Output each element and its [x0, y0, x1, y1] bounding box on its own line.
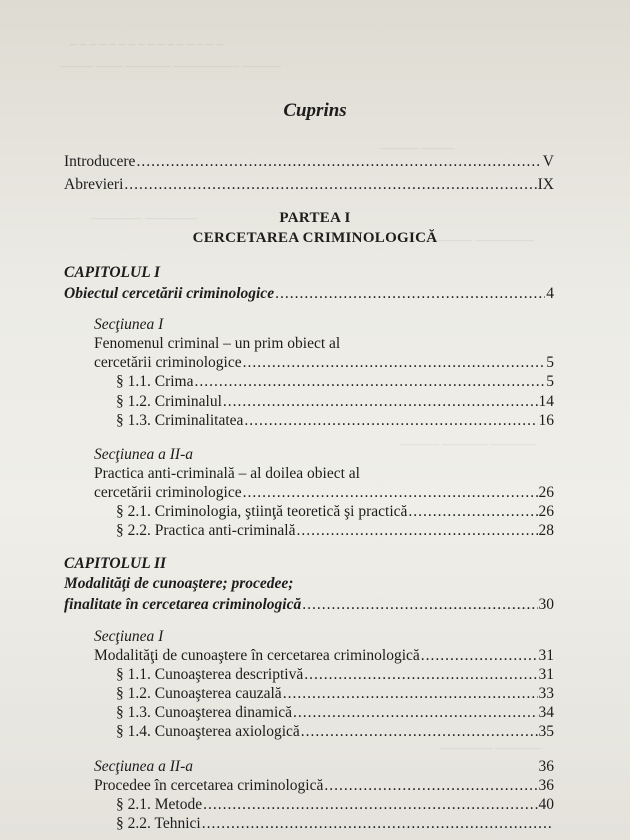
toc-entry-page: V — [542, 153, 554, 170]
dot-leader — [243, 354, 546, 372]
dot-leader — [136, 153, 541, 171]
dot-leader — [195, 373, 546, 391]
toc-entry-label: Introducere — [64, 153, 136, 170]
dot-leader — [124, 176, 536, 194]
toc-item-label: § 1.2. Cunoaşterea cauzală — [116, 685, 282, 702]
section-2-1-page: 31 — [538, 647, 554, 664]
dot-leader — [421, 647, 538, 665]
toc-item-page: 5 — [546, 373, 554, 390]
chapter-2-label: CAPITOLUL II — [64, 555, 167, 572]
toc-item-label: § 1.3. Cunoaşterea dinamică — [116, 704, 293, 721]
section-1-1-title-line1: Fenomenul criminal – un prim obiect al — [94, 335, 341, 352]
section-1-1-entry[interactable] — [94, 354, 554, 372]
dot-leader — [244, 412, 537, 430]
part-title: CERCETAREA CRIMINOLOGICĂ — [192, 230, 438, 246]
section-2-1-title: Modalităţi de cunoaştere în cercetarea criminologică — [94, 647, 420, 664]
toc-item-label: § 1.2. Criminalul — [116, 393, 222, 410]
dot-leader — [203, 796, 537, 814]
section-1-2-title-line1: Practica anti-criminală – al doilea obiect al — [94, 465, 360, 482]
toc-item-2-1-1[interactable] — [116, 666, 554, 684]
dot-leader — [243, 484, 538, 502]
section-1-2-page: 26 — [538, 484, 554, 501]
part-label: PARTEA I — [279, 210, 351, 226]
toc-item-2-1-3[interactable] — [116, 704, 554, 722]
toc-item-page: 40 — [538, 796, 554, 813]
toc-entry-introducere[interactable] — [64, 153, 554, 171]
toc-item-2-1-4[interactable] — [116, 723, 554, 741]
toc-item-page: 31 — [538, 666, 554, 683]
toc-item-page: 28 — [538, 522, 554, 539]
toc-item-2-2[interactable] — [116, 522, 554, 540]
toc-item-page: 34 — [538, 704, 554, 721]
dot-leader — [304, 666, 537, 684]
dot-leader — [302, 596, 537, 614]
toc-item-label: § 2.1. Metode — [116, 796, 203, 813]
toc-item-2-2-1[interactable] — [116, 796, 554, 814]
chapter-1-title: Obiectul cercetării criminologice — [64, 285, 275, 302]
chapter-2-title-line2: finalitate în cercetarea criminologică — [64, 596, 302, 613]
toc-item-label: § 1.1. Crima — [116, 373, 194, 390]
chapter-2-title-line1: Modalităţi de cunoaştere; procedee; — [64, 575, 294, 592]
dot-leader — [223, 393, 538, 411]
section-2-1-entry[interactable] — [94, 647, 554, 665]
toc-item-page: 26 — [538, 503, 554, 520]
toc-entry-abrevieri[interactable] — [64, 176, 554, 194]
toc-item-label: § 2.2. Practica anti-criminală — [116, 522, 296, 539]
dot-leader — [301, 723, 538, 741]
toc-item-2-1[interactable] — [116, 503, 554, 521]
page-title: Cuprins — [283, 100, 347, 121]
dot-leader — [283, 685, 538, 703]
section-1-2-label: Secţiunea a II-a — [94, 446, 193, 463]
toc-item-page: 16 — [538, 412, 554, 429]
toc-item-page: 35 — [538, 723, 554, 740]
toc-item-label: § 1.3. Criminalitatea — [116, 412, 244, 429]
section-2-2-title-page: 36 — [538, 777, 554, 794]
toc-item-page: 33 — [538, 685, 554, 702]
section-1-2-entry[interactable] — [94, 484, 554, 502]
toc-item-label: § 1.1. Cunoaşterea descriptivă — [116, 666, 304, 683]
section-2-2-label: Secţiunea a II-a — [94, 758, 193, 775]
section-1-2-title-line2: cercetării criminologice — [94, 484, 242, 501]
section-2-2-page: 36 — [538, 758, 554, 775]
chapter-2-entry[interactable] — [64, 596, 554, 614]
toc-item-1-2[interactable] — [116, 393, 554, 411]
dot-leader — [202, 815, 553, 833]
section-2-2-entry[interactable] — [94, 777, 554, 795]
chapter-1-entry[interactable] — [64, 285, 554, 303]
section-1-1-label: Secţiunea I — [94, 316, 164, 333]
toc-item-2-2-2[interactable] — [116, 815, 554, 833]
toc-item-label: § 2.1. Criminologia, ştiinţă teoretică şi practică — [116, 503, 408, 520]
toc-item-1-3[interactable] — [116, 412, 554, 430]
section-1-1-page: 5 — [546, 354, 554, 371]
dot-leader — [408, 503, 537, 521]
toc-item-label: § 1.4. Cunoaşterea axiologică — [116, 723, 300, 740]
dot-leader — [324, 777, 537, 795]
dot-leader — [296, 522, 537, 540]
section-2-1-label: Secţiunea I — [94, 628, 164, 645]
toc-item-1-1[interactable] — [116, 373, 554, 391]
toc-item-page: 14 — [538, 393, 554, 410]
chapter-2-page: 30 — [538, 596, 554, 613]
section-2-2-title: Procedee în cercetarea criminologică — [94, 777, 324, 794]
section-2-2-label-page — [94, 758, 554, 776]
toc-entry-page: IX — [537, 176, 554, 193]
book-page: ‒ ‒ ‒ ‒ ‒ ‒ ‒ ‒ ‒ ‒ ‒ ‒ ‒ ‒ ‒ ‒ ‒‒‒‒‒ ‒‒‒‒ ‒‒‒‒‒‒‒ ‒‒‒‒‒‒‒‒‒‒ ‒‒‒‒‒‒ ‒‒‒‒‒‒ ‒‒‒‒‒ ‒‒‒‒‒‒‒‒ ‒‒‒‒‒‒‒‒ ‒‒‒‒‒‒‒‒ ‒‒‒‒‒‒‒‒‒ ‒‒‒‒‒‒ ‒‒‒‒‒‒‒ ‒‒‒‒‒‒‒ ‒‒‒‒‒‒‒‒‒‒‒ ‒‒‒‒ ‒‒‒‒‒‒‒‒ ‒‒‒‒‒‒‒ Cuprins Introducere ..... V Abrevieri ..... IX PARTEA I CERCETAREA CRIMINOLOGICĂ CAPITOLUL I Obiectul cercetării criminologice ..... 4 Secţiunea I Fenomenul criminal – un prim obiect al cercetării criminologice ..... 5 § 1.1. Crima ..... 5 § 1.2. Criminalul ..... 14 § 1.3. Criminalitatea ..... 16 Secţiunea a II-a Practica anti-criminală – al doilea obiect al cercetării criminologice ..... 26 § 2.1. Criminologia, ştiinţă teoretică şi practică ..... 26 § 2.2. Practica anti-criminală ..... 28 CAPITOLUL II Modalităţi de cunoaştere; procedee; finalitate în cercetarea criminologică ..... 30 Secţiunea I Modalităţi de cunoaştere în cercetarea criminologică ..... 31 § 1.1. Cunoaşterea descriptivă ..... 31 § 1.2. Cunoaşterea cauzală ..... 33 § 1.3. Cunoaşterea dinamică ..... 34 § 1.4. Cunoaşterea axiologică ..... 35 Secţiunea a II-a 36 Procedee în cercetarea criminologică ..... 36 § 2.1. Metode ..... 40 § 2.2. Tehnici ..... — [0, 0, 630, 840]
section-1-1-title-line2: cercetării criminologice — [94, 354, 242, 371]
toc-item-label: § 2.2. Tehnici — [116, 815, 201, 832]
dot-leader — [275, 285, 545, 303]
toc-entry-label: Abrevieri — [64, 176, 124, 193]
chapter-1-page: 4 — [546, 285, 554, 302]
toc-item-2-1-2[interactable] — [116, 685, 554, 703]
dot-leader — [293, 704, 537, 722]
chapter-1-label: CAPITOLUL I — [64, 264, 161, 281]
